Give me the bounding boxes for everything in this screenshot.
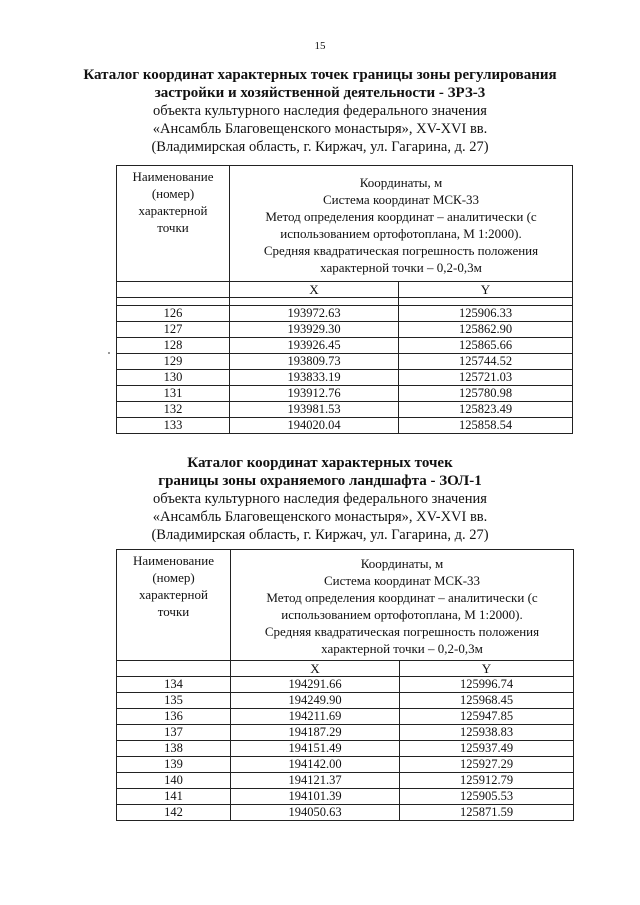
table-row xyxy=(117,354,573,370)
header-coordinates xyxy=(230,166,573,282)
cell-x: 193912.76 xyxy=(230,386,399,402)
header-coordinates-line: Координаты, м xyxy=(359,174,443,190)
cell-point: 140 xyxy=(117,773,231,789)
catalog2-heading xyxy=(0,454,640,544)
catalog1-title-line2: застройки и хозяйственной деятельности - ЗРЗ-3 xyxy=(154,85,486,101)
header-x: X xyxy=(231,661,400,677)
cell-point: 131 xyxy=(117,386,230,402)
table-row xyxy=(117,370,573,386)
table-row xyxy=(117,805,574,821)
cell-x: 193833.19 xyxy=(230,370,399,386)
cell-point: 129 xyxy=(117,354,230,370)
header-coordinates xyxy=(231,550,574,661)
header-coordinates-line: характерной точки – 0,2-0,3м xyxy=(320,259,482,275)
table-row xyxy=(117,709,574,725)
header-coordinates-line: Система координат МСК-33 xyxy=(322,191,480,207)
catalog1-subtitle-line3: (Владимирская область, г. Киржач, ул. Гагарина, д. 27) xyxy=(151,139,489,155)
cell-point: 127 xyxy=(117,322,230,338)
catalog2-subtitle-line1: объекта культурного наследия федерального значения xyxy=(153,491,487,507)
scan-dot xyxy=(108,352,110,354)
header-coordinates-line: использованием ортофотоплана, М 1:2000). xyxy=(281,607,523,622)
cell-y: 125865.66 xyxy=(399,338,573,354)
header-point-name-line: (номер) xyxy=(151,186,195,201)
cell-y: 125927.29 xyxy=(400,757,574,773)
cell-y: 125996.74 xyxy=(400,677,574,693)
cell-point: 130 xyxy=(117,370,230,386)
cell-point: 134 xyxy=(117,677,231,693)
catalog1-subtitle-line2: «Ансамбль Благовещенского монастыря», XV-XVI вв. xyxy=(152,121,488,137)
page-number: 15 xyxy=(314,40,326,52)
cell-point: 141 xyxy=(117,789,231,805)
catalog1-title-line1: Каталог координат характерных точек границы зоны регулирования xyxy=(83,67,557,83)
header-point-name-cont xyxy=(117,661,231,677)
header-point-name-cont xyxy=(117,282,230,298)
cell-point: 128 xyxy=(117,338,230,354)
header-point-name xyxy=(117,550,231,661)
table-row xyxy=(117,338,573,354)
header-point-name xyxy=(117,166,230,282)
cell-y: 125823.49 xyxy=(399,402,573,418)
cell-y: 125862.90 xyxy=(399,322,573,338)
cell-x: 194101.39 xyxy=(231,789,400,805)
cell-y: 125947.85 xyxy=(400,709,574,725)
cell-y: 125905.53 xyxy=(400,789,574,805)
cell-y: 125968.45 xyxy=(400,693,574,709)
cell-x: 194050.63 xyxy=(231,805,400,821)
table-row xyxy=(117,725,574,741)
header-coordinates-line: Метод определения координат – аналитически (с xyxy=(266,590,538,605)
header-x: X xyxy=(230,282,399,298)
cell-x: 194121.37 xyxy=(231,773,400,789)
header-coordinates-line: использованием ортофотоплана, М 1:2000). xyxy=(280,225,522,241)
header-point-name-line: (номер) xyxy=(152,570,195,585)
catalog2-table xyxy=(116,549,574,821)
header-coordinates-line: Средняя квадратическая погрешность положения xyxy=(264,624,540,639)
cell-y: 125871.59 xyxy=(400,805,574,821)
header-coordinates-line: Метод определения координат – аналитически (с xyxy=(265,208,537,224)
catalog2-subtitle-line3: (Владимирская область, г. Киржач, ул. Гагарина, д. 27) xyxy=(151,527,489,543)
header-y: Y xyxy=(399,282,573,298)
catalog2-title-line2: границы зоны охраняемого ландшафта - ЗОЛ-1 xyxy=(158,473,482,489)
cell-point: 137 xyxy=(117,725,231,741)
cell-x: 193981.53 xyxy=(230,402,399,418)
header-point-name-line: точки xyxy=(157,220,189,235)
table-row xyxy=(117,306,573,322)
cell-point: 135 xyxy=(117,693,231,709)
cell-x: 193972.63 xyxy=(230,306,399,322)
cell-x: 194142.00 xyxy=(231,757,400,773)
table-row xyxy=(117,773,574,789)
cell-x: 193809.73 xyxy=(230,354,399,370)
cell-y: 125937.49 xyxy=(400,741,574,757)
cell-y: 125780.98 xyxy=(399,386,573,402)
header-point-name-line: Наименование xyxy=(132,169,214,184)
table-row xyxy=(117,322,573,338)
header-coordinates-line: Координаты, м xyxy=(360,556,444,571)
table-row xyxy=(117,757,574,773)
catalog2-subtitle-line2: «Ансамбль Благовещенского монастыря», XV-XVI вв. xyxy=(152,509,488,525)
catalog1-heading xyxy=(0,66,640,156)
table-row xyxy=(117,418,573,434)
cell-point: 138 xyxy=(117,741,231,757)
header-y: Y xyxy=(400,661,574,677)
cell-y: 125938.83 xyxy=(400,725,574,741)
cell-x: 193926.45 xyxy=(230,338,399,354)
cell-y: 125906.33 xyxy=(399,306,573,322)
header-point-name-line: характерной xyxy=(139,587,208,602)
cell-y: 125858.54 xyxy=(399,418,573,434)
cell-x: 194291.66 xyxy=(231,677,400,693)
cell-x: 194151.49 xyxy=(231,741,400,757)
cell-y: 125744.52 xyxy=(399,354,573,370)
table-row xyxy=(117,677,574,693)
cell-point: 133 xyxy=(117,418,230,434)
table-row xyxy=(117,789,574,805)
cell-point: 136 xyxy=(117,709,231,725)
cell-y: 125912.79 xyxy=(400,773,574,789)
header-point-name-line: Наименование xyxy=(133,553,214,568)
header-point-name-line: характерной xyxy=(138,203,208,218)
header-coordinates-line: характерной точки – 0,2-0,3м xyxy=(321,641,483,656)
header-coordinates-line: Средняя квадратическая погрешность положения xyxy=(263,242,539,258)
table-row xyxy=(117,402,573,418)
table-row xyxy=(117,386,573,402)
cell-point: 142 xyxy=(117,805,231,821)
catalog1-table xyxy=(116,165,573,434)
catalog2-title-line1: Каталог координат характерных точек xyxy=(187,455,453,471)
table-row xyxy=(117,693,574,709)
header-coordinates-line: Система координат МСК-33 xyxy=(323,573,481,588)
cell-x: 194211.69 xyxy=(231,709,400,725)
cell-x: 194020.04 xyxy=(230,418,399,434)
cell-point: 132 xyxy=(117,402,230,418)
cell-point: 126 xyxy=(117,306,230,322)
cell-x: 194249.90 xyxy=(231,693,400,709)
catalog1-subtitle-line1: объекта культурного наследия федерального значения xyxy=(153,103,487,119)
cell-point: 139 xyxy=(117,757,231,773)
cell-x: 193929.30 xyxy=(230,322,399,338)
header-point-name-line: точки xyxy=(157,604,190,619)
table-row xyxy=(117,741,574,757)
cell-y: 125721.03 xyxy=(399,370,573,386)
cell-x: 194187.29 xyxy=(231,725,400,741)
